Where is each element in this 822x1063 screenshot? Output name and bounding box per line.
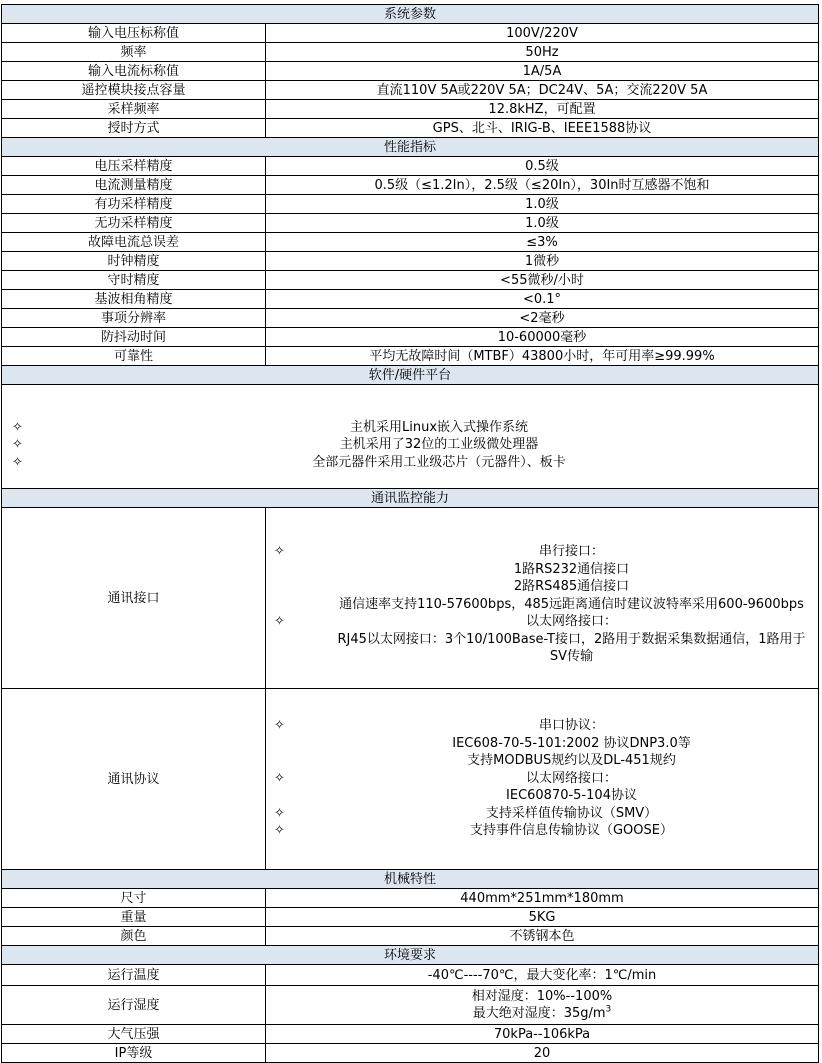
row-value: 12.8kHZ，可配置: [266, 100, 819, 119]
row-value: <0.1°: [266, 290, 819, 309]
diamond-bullet-icon: ✧: [274, 718, 285, 733]
list-item: ✧ 全部元器件采用工业级芯片（元器件）、板卡: [12, 454, 566, 470]
section-header: [2, 5, 819, 24]
row-label: 基波相角精度: [2, 290, 266, 309]
section-performance: 性能指标: [2, 138, 819, 157]
table-row: [2, 195, 819, 214]
row-value: 不锈钢本色: [266, 927, 819, 946]
row-label: 运行湿度: [2, 986, 266, 1025]
table-row: [2, 908, 819, 927]
diamond-bullet-icon: ✧: [274, 805, 285, 821]
comm-protocol-detail: ✧ 串口协议： IEC608-70-5-101:2002 协议DNP3.0等 支持MODBUS规约以及DL-451规约 ✧ 以太网络接口： IEC60870-5-104协议 ✧ 支持采样值传输协议（SMV） ✧ 支持事件信息传输协议（GOOSE）: [266, 689, 819, 870]
row-label: 故障电流总误差: [2, 233, 266, 252]
table-row: [2, 1044, 819, 1063]
row-label: 输入电流标称值: [2, 62, 266, 81]
table-row: [2, 252, 819, 271]
row-label: 频率: [2, 43, 266, 62]
section-header: [2, 489, 819, 508]
table-row: [2, 927, 819, 946]
comm-protocol-row: [2, 689, 819, 870]
table-row: [2, 24, 819, 43]
row-label: 通讯接口: [2, 508, 266, 689]
table-row: [2, 233, 819, 252]
table-row: [2, 119, 819, 138]
table-row: [2, 271, 819, 290]
platform-list: [2, 385, 819, 489]
row-value: ≤3%: [266, 233, 819, 252]
row-label: 守时精度: [2, 271, 266, 290]
row-label: 事项分辨率: [2, 309, 266, 328]
table-row: [2, 81, 819, 100]
row-value: 1A/5A: [266, 62, 819, 81]
row-value: 10-60000毫秒: [266, 328, 819, 347]
row-label: 可靠性: [2, 347, 266, 366]
section-platform: 软件/硬件平台: [2, 366, 819, 385]
diamond-bullet-icon: ✧: [274, 614, 285, 629]
diamond-bullet-icon: ✧: [12, 419, 23, 435]
comm-interface-detail: ✧ 串行接口： 1路RS232通信接口 2路RS485通信接口 通信速率支持110-57600bps，485远距离通信时建议波特率采用600-9600bps ✧ 以太网络接口： RJ45以太网接口：3个10/100Base-T接口，2路用于数据采集数据通信，1路用于SV传输: [266, 508, 819, 689]
table-row: [2, 309, 819, 328]
diamond-bullet-icon: ✧: [12, 437, 23, 453]
table-row: [2, 986, 819, 1025]
table-row: [2, 43, 819, 62]
diamond-bullet-icon: ✧: [274, 823, 285, 838]
row-value: <2毫秒: [266, 309, 819, 328]
table-row: [2, 62, 819, 81]
row-label: 大气压强: [2, 1025, 266, 1044]
row-label: 通讯协议: [2, 689, 266, 870]
section-comm: 通讯监控能力: [2, 489, 819, 508]
platform-row: [2, 385, 819, 489]
table-row: [2, 1025, 819, 1044]
row-value: 50Hz: [266, 43, 819, 62]
comm-interface-row: [2, 508, 819, 689]
row-value: -40℃----70℃，最大变化率：1℃/min: [266, 965, 819, 986]
row-value: 0.5级: [266, 157, 819, 176]
row-label: 有功采样精度: [2, 195, 266, 214]
row-value: 1.0级: [266, 195, 819, 214]
row-label: 无功采样精度: [2, 214, 266, 233]
row-label: 运行温度: [2, 965, 266, 986]
spec-table: [1, 4, 819, 1063]
row-value: 70kPa--106kPa: [266, 1025, 819, 1044]
table-row: [2, 100, 819, 119]
row-value: 440mm*251mm*180mm: [266, 889, 819, 908]
section-environment: 环境要求: [2, 946, 819, 965]
row-label: 遥控模块接点容量: [2, 81, 266, 100]
row-label: IP等级: [2, 1044, 266, 1063]
table-row: [2, 214, 819, 233]
table-row: [2, 157, 819, 176]
row-label: 采样频率: [2, 100, 266, 119]
table-row: [2, 889, 819, 908]
list-item: ✧ 主机采用Linux嵌入式操作系统: [12, 419, 529, 435]
row-value: 1.0级: [266, 214, 819, 233]
row-label: 电流测量精度: [2, 176, 266, 195]
row-value: 平均无故障时间（MTBF）43800小时，年可用率≥99.99%: [266, 347, 819, 366]
list-item: ✧ 主机采用了32位的工业级微处理器: [12, 437, 539, 453]
diamond-bullet-icon: ✧: [274, 770, 285, 786]
row-label: 尺寸: [2, 889, 266, 908]
row-value: <55微秒/小时: [266, 271, 819, 290]
row-label: 防抖动时间: [2, 328, 266, 347]
row-value: 1微秒: [266, 252, 819, 271]
table-row: [2, 176, 819, 195]
section-header: [2, 946, 819, 965]
row-value: GPS、北斗、IRIG-B、IEEE1588协议: [266, 119, 819, 138]
row-value: 相对湿度：10%--100% 最大绝对湿度：$35g/m^3$: [266, 986, 819, 1025]
row-value: 100V/220V: [266, 24, 819, 43]
row-value: 直流110V 5A或220V 5A；DC24V、5A；交流220V 5A: [266, 81, 819, 100]
table-row: [2, 347, 819, 366]
section-header: [2, 366, 819, 385]
section-system: 系统参数: [2, 5, 819, 24]
row-value: 20: [266, 1044, 819, 1063]
section-header: [2, 138, 819, 157]
diamond-bullet-icon: ✧: [274, 544, 285, 559]
row-label: 颜色: [2, 927, 266, 946]
row-value: 0.5级（≤1.2In），2.5级（≤20In），30In时互感器不饱和: [266, 176, 819, 195]
row-value: 5KG: [266, 908, 819, 927]
row-label: 授时方式: [2, 119, 266, 138]
table-row: [2, 328, 819, 347]
table-row: [2, 965, 819, 986]
diamond-bullet-icon: ✧: [12, 454, 23, 470]
table-row: [2, 290, 819, 309]
row-label: 电压采样精度: [2, 157, 266, 176]
section-mechanical: 机械特性: [2, 870, 819, 889]
row-label: 重量: [2, 908, 266, 927]
section-header: [2, 870, 819, 889]
row-label: 时钟精度: [2, 252, 266, 271]
row-label: 输入电压标称值: [2, 24, 266, 43]
